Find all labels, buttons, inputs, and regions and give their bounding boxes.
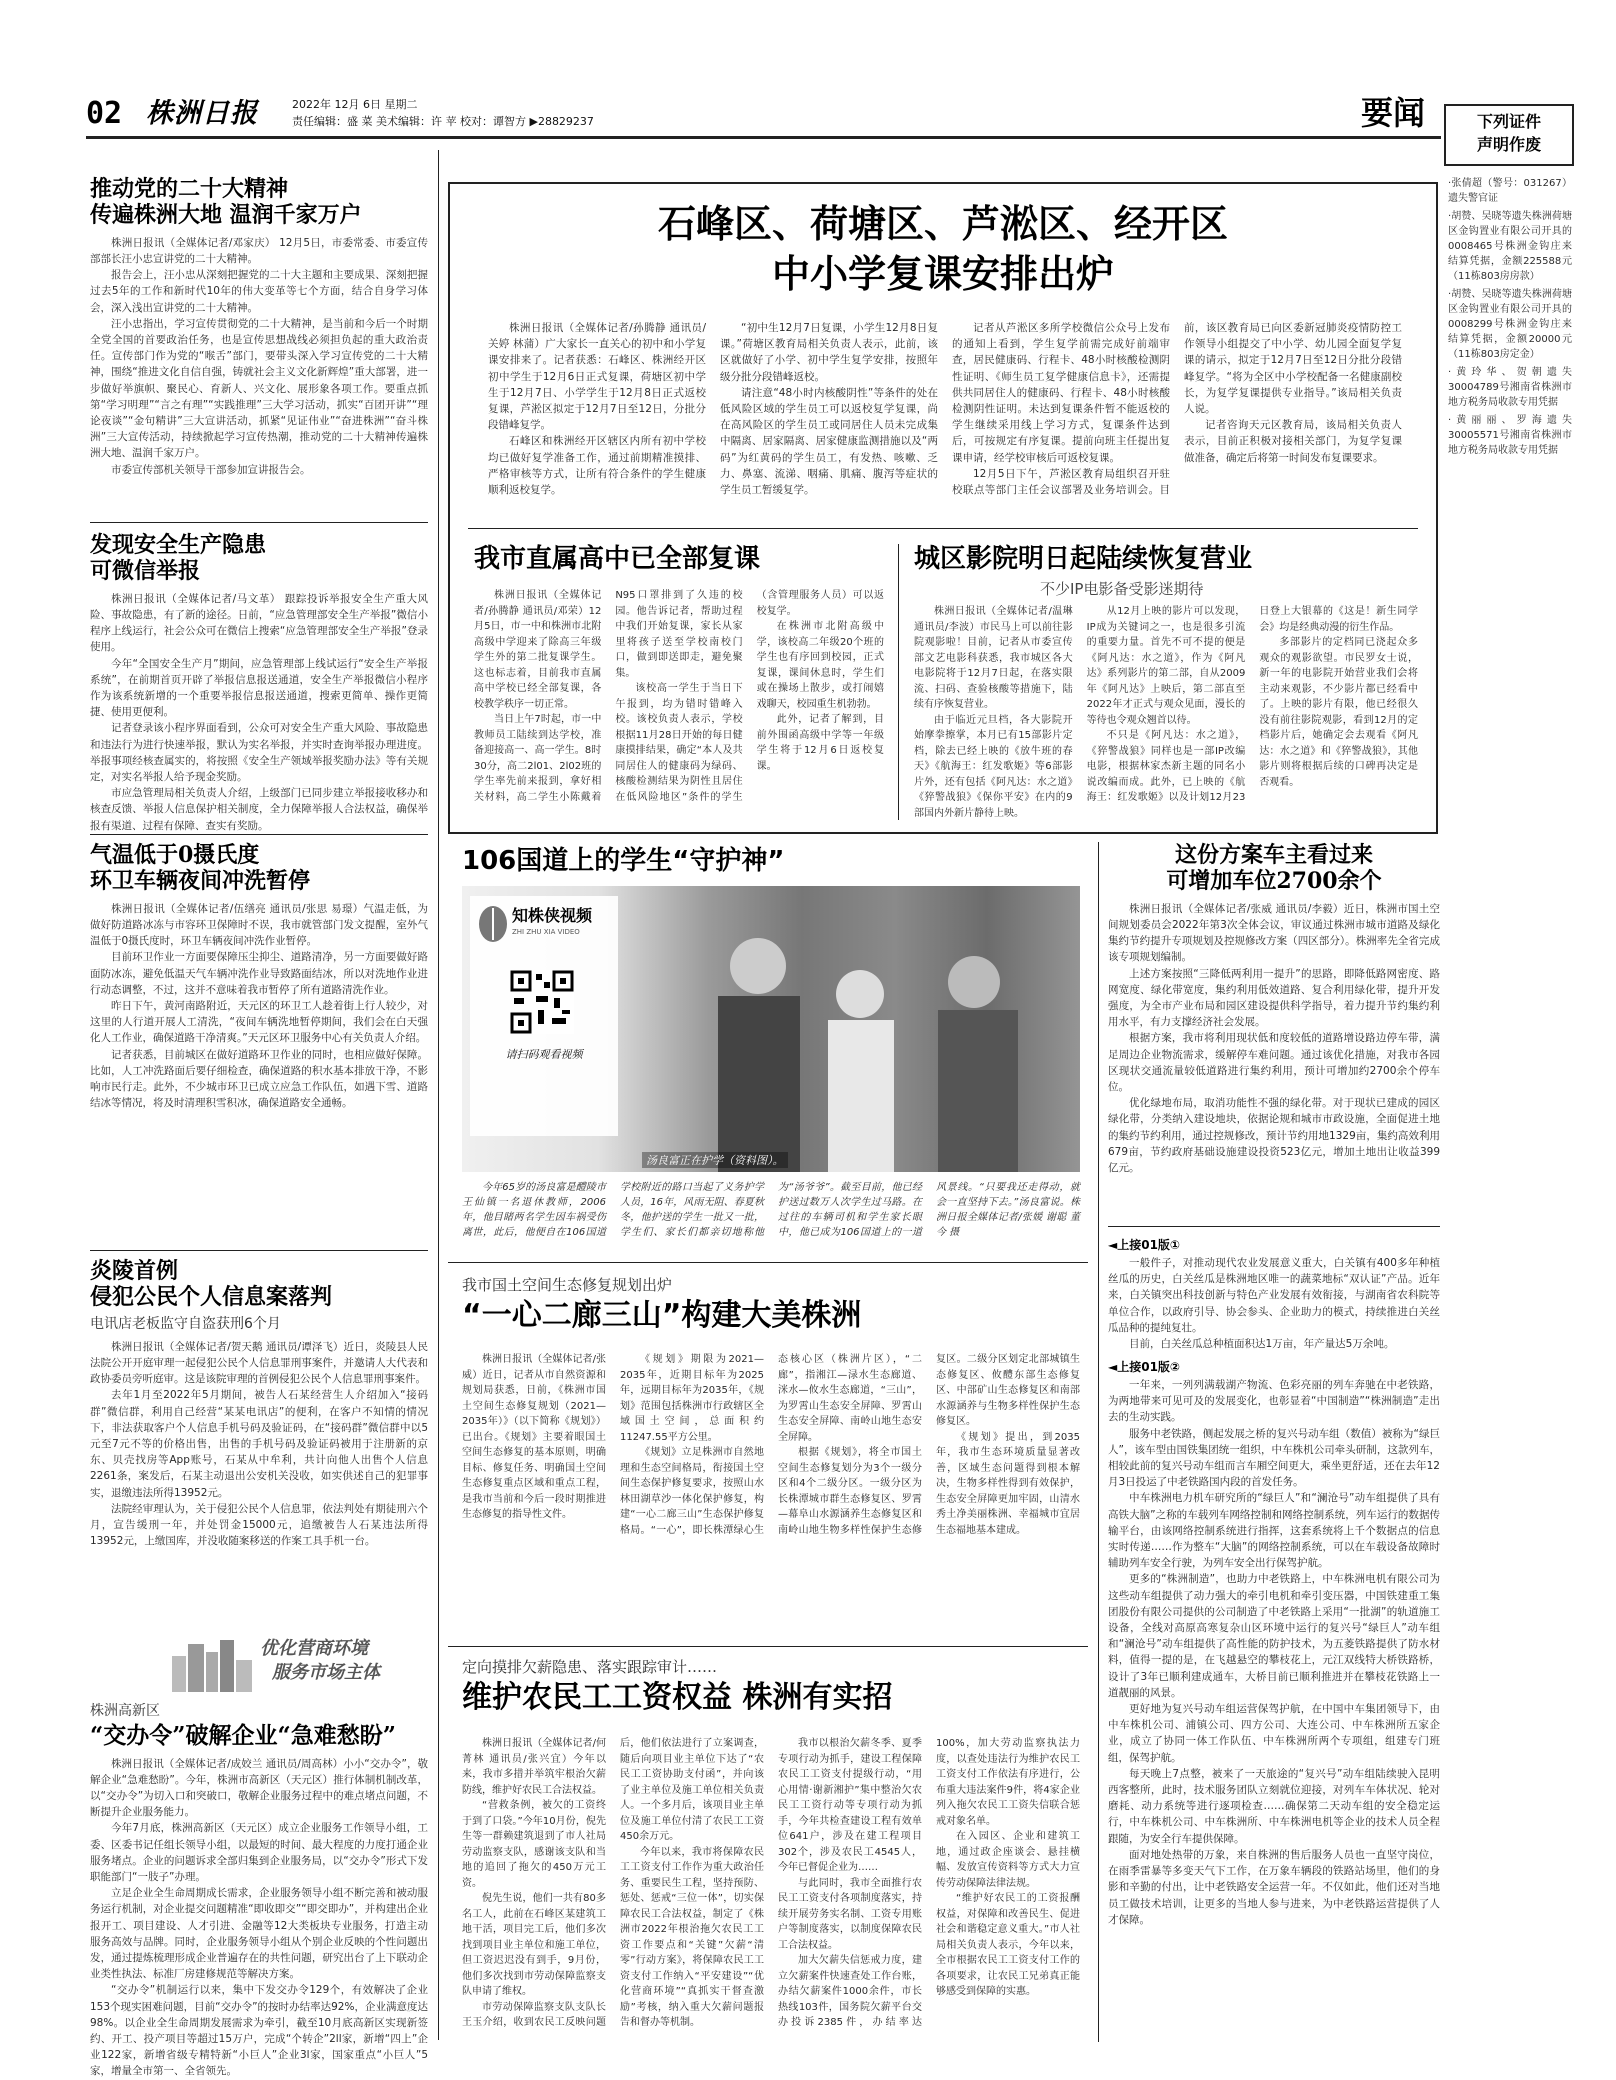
- video-logo-box: [470, 896, 618, 1136]
- paragraph: 市劳动保障监察支队支队长王玉介绍，收到农民工反映问题后，他们依法进行了立案调查，随后向项目业主单位下达了“农民工工资协助支付函”，并向该了业主单位及施工单位相关负责人。一个多月后，该项目业主单位及施工单位付清了农民工工资450余万元。: [462, 1738, 764, 2028]
- paragraph: 株洲日报讯（全媒体记者/邓家庆） 12月5日，市委常委、市委宣传部部长汪小忠宣讲党的二十大精神。: [90, 236, 428, 265]
- divider: [90, 834, 428, 835]
- paragraph: 面对地处热带的万象，来自株洲的售后服务人员也一直坚守岗位，在雨季雷暴等多变天气下工作，在万象车辆段的铁路站场里，他们的身影和辛勤的付出，让中老铁路安全运营一年。不仅如此，他们还对当地员工做技术培训，让更多的当地人参与进来，为中老铁路运营提供了人才保障。: [1108, 1848, 1440, 1926]
- paragraph: 不只是《阿凡达：水之道》，《猝警战狼》同样也是一部IP改编电影，根据林家杰新主题的同名小说改编而成。此外，已上映的《航海王：红发歌姬》以及计划12月23日登上大银幕的《这是！新生同学会》均是经典动漫的衍生作品。: [1086, 606, 1418, 803]
- article-sanitation: [90, 842, 428, 1242]
- headline-2: 传遍株洲大地 温润千家万户: [90, 202, 362, 229]
- paragraph: 《规划》期限为2021—2035年，近期目标年为2025年，远期目标年为2035年，《规划》范围包括株洲市行政辖区全域国土空间，总面积约11247.55平方公里。: [620, 1354, 764, 1443]
- paragraph: 今年7月底，株洲高新区（天元区）成立企业服务工作领导小组，工委、区委书记任组长领导小组，以最短的时间、最大程度的力度打通企业服务堵点。企业的问题诉求全部归集到企业服务局，以“交办令”形式下发职能部门“一肢子”办理。: [90, 1822, 428, 1884]
- guardian-feature: [448, 842, 1088, 1254]
- headline-2: 可微信举报: [90, 558, 201, 585]
- notice-item: ·胡赞、吴晓等遗失株洲荷塘区金钩置业有限公司开具的0008465号株洲金钩庄来结算凭据，金额225588元（11栋803房房款）: [1448, 211, 1572, 282]
- subheadline: 电讯店老板监守自盗获刑6个月: [90, 1315, 281, 1332]
- school-reopen-box: [448, 182, 1438, 834]
- divider: [1108, 1226, 1440, 1227]
- paragraph: 石峰区和株洲经开区辖区内所有初中学校均已做好复学准备工作，通过前期精准摸排、严格审核等方式，让所有符合条件的学生健康顺利返校复学。: [488, 435, 706, 497]
- column-divider: [1098, 842, 1099, 2042]
- headline: “一心二廊三山”构建大美株洲: [462, 1298, 862, 1333]
- kicker: 定向摸排欠薪隐患、落实跟踪审计……: [462, 1658, 718, 1676]
- qr-caption: 请扫码观看视频: [505, 1048, 583, 1061]
- paragraph: 去年1月至2022年5月期间，被告人石某经营生人介绍加入“接码群”微信群，利用自己经营“某某电讯店”的便利，在客户不知情的情况下，非法获取客户个人信息手机号码及验证码，在“接码群”微信群中以5元至7元不等的价格出售，出售的手机号码及验证码被用于注册新的京东、贝壳找房等App账号，石某从中牟利，共计向他人出售个人信息2261条，案发后，石某主动退出公安机关没收，如实供述自己的犯罪事实，退缴违法所得13952元。: [90, 1389, 428, 1499]
- paragraph: 请注意“48小时内核酸阴性”等条件的处在低风险区域的学生员工可以返校复学复课，尚在高风险区的学生员工或同居住人员未完成集中隔离、居家隔离、居家健康监测措施以及“两码”为红黄码的学生员工，有发热、咳嗽、乏力、鼻塞、流涕、咽痛、肌痛、腹泻等症状的学生员工暂缓复学。: [720, 386, 938, 497]
- headline-1: 这份方案车主看过来: [1174, 842, 1373, 868]
- notice-title-2: 声明作废: [1476, 135, 1541, 155]
- banner-line-2: 服务市场主体: [272, 1662, 380, 1683]
- editors-line: 责任编辑：盛 菜 美术编辑：许 苹 校对：谭智方 ▶28829237: [292, 115, 594, 128]
- masthead: [86, 94, 1526, 134]
- paragraph: 我市以根治欠薪冬季、夏季专项行动为抓手，建设工程保障农民工工资支付提级行动，“用心用情·谢新湘护”集中整治欠农民工工资行动等专项行动为抓手，今年共检查建设工程有效单位641户，涉及在建工程项目302个，涉及农民工4545人，今年已督促企业为……: [778, 1738, 922, 1873]
- paragraph: 根据《规划》，将全市国土空间生态修复划分为3个一级分区和4个二级分区。一级分区为长株潭城市群生态修复区、罗霄—幕阜山水源涵养生态修复区和南岭山地生物多样性保护生态修复区。二级分区划定北部城镇生态修复区、攸醴东部生态修复区、中部矿山生态修复区和南部水源涵养与生物多样性保护生态修复区。: [778, 1354, 1080, 1536]
- paragraph: 该校高一学生于当日下午报到，均为错时错峰入校。该校负责人表示，学校根据11月28日开始的每日健康摸排结果，确定“本人及共同居住人的健康码为绿码、核酸检测结果为阴性且居住在低风险地区”条件的学生（含管理服务人员）可以返校复学。: [615, 590, 884, 803]
- paper-name: 株洲日报: [146, 98, 258, 129]
- paragraph: 服务中老铁路，侧起发展之桥的复兴号动车组（数值）被称为“绿巨人”，该车型由国铁集团统一组织，中车株机公司牵头研制，这款列车，相较此前的复兴号动车组而言车厢空间更大，乘坐更舒适，还在去年12月3日投运了中老铁路国内段的首发任务。: [1108, 1427, 1440, 1489]
- article-body: [914, 604, 1418, 824]
- notice-item: ·张倩超（警号：031267）遗失警官证: [1448, 178, 1572, 204]
- notice-item: ·黄玲华、贺朝遗失30004789号湘南省株洲市地方税务局收款专用凭据: [1448, 367, 1572, 408]
- headline: 106国道上的学生“守护神”: [462, 846, 785, 876]
- article-body: [1108, 901, 1440, 1176]
- article-body: [1108, 1377, 1440, 1928]
- headline-2: 中小学复课安排出炉: [771, 252, 1114, 296]
- paragraph: 优化绿地布局，取消功能性不强的绿化带。对于现状已建成的园区绿化带，分类纳入建设地块，依据论规和城市市政设施，全面促进土地的集约节约利用，通过控规修改，预计节约用地1329亩，集约高效利用679亩，节约政府基础设施建设投资523亿元，增加土地出让收益399亿元。: [1108, 1097, 1440, 1175]
- paragraph: 目前环卫作业一方面要保障压尘抑尘、道路清净，另一方面要做好路面防冰冻，避免低温天气车辆冲洗作业导致路面结冰，所以对洗地作业进行动态调整，不过，这并不意味着我市暂停了所有道路清洗作业。: [90, 951, 428, 996]
- headline-1: 推动党的二十大精神: [90, 176, 289, 202]
- article-body: [474, 588, 884, 824]
- notice-item: ·胡赞、吴晓等遗失株洲荷塘区金钩置业有限公司开具的0008299号株洲金钩庄来结算凭据，金额20000元（11栋803房定金）: [1448, 289, 1572, 360]
- paragraph: 今年以来，我市将保障农民工工资支付工作作为重大政治任务、重要民生工程，坚持预防、惩处、惩戒“三位一体”，切实保障农民工合法权益，制定了《株洲市2022年根治拖欠农民工工资工作要点和“关键”欠薪“清零”行动方案》，将保障农民工工资支付工作纳入“平安建设”“优化营商环境”“真抓实干督查激励”考核，纳入重大欠薪问题报告和督办等机制。: [620, 1846, 764, 2028]
- paragraph: 市应急管理局相关负责人介绍，上级部门已同步建立举报接收移办和核查反馈、举报人信息保护相关制度，全力保障举报人合法权益，确保举报有渠道、过程有保障、查实有奖励。: [90, 787, 428, 832]
- article-body: [1108, 1255, 1440, 1352]
- paragraph: 一般件子，对推动现代农业发展意义重大，白关镇有400多年种植丝瓜的历史，白关丝瓜是株洲地区唯一的蔬菜地标“双认证”产品。近年来，白关镇突出科技创新与特色产业发展有效衔接，与湖南省农科院等单位合作，以政府引导、协会参头、企业助力的模式，持续推进白关丝瓜品种的提纯复壮。: [1108, 1257, 1440, 1334]
- paragraph: “交办令”机制运行以来，集中下发交办令129个，有效解决了企业153个现实困难问题，目前“交办令”的按时办结率达92%，企业满意度达98%。以企业全生命周期发展需求为牵引，截至10月底高新区实现新签约、开工、投产项目等超过15万户，完成“个转企”2ll家，新增“四上”企业122家，新增省级专精特新“小巨人”企业3l家，国家重点“小巨人”5家，增量全市第一、全省领先。: [90, 1984, 428, 2078]
- banner-line-1: 优化营商环境: [260, 1638, 368, 1659]
- paragraph: 法院经审理认为，关于侵犯公民个人信息罪，依法判处有期徒刑六个月，宣告缓刑一年，并处罚金15000元，追缴被告人石某违法所得13952元，上缴国库，并没收随案移送的作案工具手机一台。: [90, 1502, 428, 1548]
- column-divider: [438, 150, 439, 2040]
- continued-article-1: [1108, 1232, 1440, 1350]
- paragraph: 株洲日报讯（全媒体记者/孙腾静 通讯员/关婷 林蒲）广大家长一直关心的初中和小学复课安排来了。记者获悉：石峰区、株洲经开区初中学生于12月6日正式复课，荷塘区初中学生于12月7日、小学学生于12月8日正式返校复课，芦淞区拟定于12月7日至12日，分批分段错峰复学。: [488, 322, 706, 432]
- notice-title-1: 下列证件: [1476, 112, 1541, 131]
- paragraph: 株洲日报讯（全媒体记者/张威）近日，记者从市自然资源和规划局获悉，日前，《株洲市国土空间生态修复规划（2021—2035年）》（以下简称《规划》）已出台。《规划》主要着眼国土空间生态修复的基本原则，明确目标、修复任务、明确国土空间生态修复重点区域和重点工程，是我市当前和今后一段时期推进生态修复的指导性文件。: [462, 1354, 606, 1520]
- headline-1: 气温低于0摄氏度: [90, 842, 260, 868]
- article-party-congress: [90, 176, 428, 512]
- kicker: 我市国土空间生态修复规划出炉: [462, 1276, 673, 1294]
- section-title: 要闻: [1361, 94, 1426, 132]
- article-body: [462, 1736, 1080, 2040]
- business-banner: [168, 1632, 418, 1696]
- issue-date: 2022年 12月 6日 星期二: [292, 98, 418, 111]
- paragraph: 多部影片的定档同已浇起众多观众的观影欲望。市民罗女士说，新一年的电影院开始营业我们会将主动来观影，不少影片都已经看中了。上映的影片有限，他已经很久没有前往影院观影，看到12月的定档影片后，她确定会去观看《阿凡达：水之道》和《猝警战狼》，其他影片则将根据后续的口碑再决定是否观看。: [1259, 637, 1418, 788]
- headline-2: 可增加车位2700余个: [1166, 868, 1382, 895]
- article-body: [90, 1339, 428, 1550]
- article-migrant-wages: [448, 1652, 1088, 2044]
- paragraph: 中车株洲电力机车研究所的“绿巨人”和“澜沧号”动车组提供了具有高铁大脑”之称的车载列车网络控制和网络控制系统，列车运行的数据传输平台，由该网络控制系统进行指挥，这套系统将上千个数据点的信息实时传递……作为整车“大脑”的网络控制系统，可以在车载设备故障时辅助列车安全行驶，为列车安全出行保驾护航。: [1108, 1492, 1440, 1570]
- paragraph: 记者获悉，目前城区在做好道路环卫作业的同时，也相应做好保障。比如，人工冲洗路面后要仔细检查，确保道路的积水基本排放干净，不影响市民行走。此外，不少城市环卫已成立应急工作队伍，如遇下雪、道路结冰等情况，将及时清理积雪积冰，确保道路安全通畅。: [90, 1048, 428, 1110]
- article-privacy-case: [90, 1258, 428, 1626]
- photo-caption: 汤良富正在护学（资料图）。: [642, 1152, 788, 1168]
- paragraph: 株洲日报讯（全媒体记者/贺天鹅 通讯员/谭泽飞）近日，炎陵县人民法院公开开庭审理一起侵犯公民个人信息罪刑事案件，并邀请人大代表和政协委员旁听庭审。这是该院审理的首例侵犯公民个人信息罪刑事案件。: [90, 1340, 428, 1386]
- article-body: [462, 1352, 1080, 1634]
- qr-code-icon[interactable]: [510, 970, 574, 1034]
- article-safety-report: [90, 532, 428, 832]
- paragraph: 立足企业全生命周期成长需求，企业服务领导小组不断完善和被动服务运行机制，对企业提交问题精准“即收即交”“即交即办”，并构建出企业报开工、项目建设、人才引进、金融等12大类板块专业服务，打造主动服务高效与品牌。同时，企业服务领导小组从个别企业反映的个性问题出发，通过提炼梳理形成企业普遍存在的共性问题，研究出台了上下联动企业类性执法、标准厂房建修规范等解决方案。: [90, 1887, 428, 1981]
- article-body: [90, 591, 428, 834]
- paragraph: 株洲日报讯（全媒体记者/张威 通讯员/李毅）近日，株洲市国土空间规划委员会2022年第3次全体会议，审议通过株洲市城市道路及绿化集约节约提升专项规划及控规修改方案（四区部分）。株洲率先全省完成该专项规划编制。: [1108, 902, 1440, 964]
- divider: [448, 1262, 1088, 1263]
- paragraph: 由于临近元旦档，各大影院开始摩拳擦掌，本月已有15部影片定档，除去已经上映的《放牛班的春天》《航海王：红发歌姬》等6部影片外，还有包括《阿凡达：水之道》《猝警战狼》《保你平安》在内的9部国内外新片静待上映。: [914, 714, 1073, 819]
- headline-1: 发现安全生产隐患: [90, 532, 267, 558]
- paragraph: 株洲日报讯（全媒体记者/马文革） 跟踪投诉举报安全生产重大风险、事故隐患，有了新的途径。日前，“应急管理部安全生产举报”微信小程序上线运行，社会公众可在微信上搜索“应急管理部安全生产举报”登录使用。: [90, 592, 428, 654]
- paragraph: “维护好农民工的工资报酬权益，对保障和改善民生、促进社会和谐稳定意义重大。”市人社局相关负责人表示，今年以来，全市根据农民工工资支付工作的各项要求，让农民工兄弟真正能够感受到保障的实惠。: [936, 1893, 1080, 1997]
- subheadline: 不少IP电影备受影迷期待: [1040, 580, 1204, 598]
- leaf-logo-icon: [476, 904, 510, 944]
- paragraph: 根据方案，我市将利用现状低和度较低的道路增设路边停车带，满足周边企业物流需求，缓解停车难问题。通过该优化措施，对我市各园区现状交通流量较低道路进行集约利用，预计可增加约2700余个停车位。: [1108, 1032, 1440, 1094]
- article-high-tech-zone: [90, 1700, 428, 2078]
- headline-1: 石峰区、荷塘区、芦淞区、经开区: [657, 202, 1228, 246]
- paragraph: 与此同时，我市全面推行农民工工资支付各项制度落实，持续开展劳务实名制、工资专用账户等制度落实，以制度保障农民工合法权益。: [778, 1877, 922, 1951]
- paragraph: 汪小忠指出，学习宣传贯彻党的二十大精神，是当前和今后一个时期全党全国的首要政治任务，也是宣传思想战线必须担负起的重大政治责任。宣传部门作为党的“喉舌”部门，要带头深入学习宣传党的二十大精神，围绕“推进文化自信自强，铸就社会主义文化新辉煌”重大部署，进一步做好举旗帜、聚民心、育新人、兴文化、展形象各项工作。要重点抓第“学习明理”“言之有理”“实践推理”三大学习活动，抓实“百团开讲”“理论夜谈”“金句精讲”三大宣讲活动，抓紧“见证伟业”“奋进株洲”“奋斗株洲”三大宣传活动，持续掀起学习宣传热潮，推动党的二十大精神传遍株洲大地、温润千家万户。: [90, 317, 428, 460]
- divider: [468, 528, 1418, 529]
- paragraph: 市委宣传部机关领导干部参加宣讲报告会。: [111, 463, 311, 476]
- article-eco-plan: [448, 1268, 1088, 1638]
- paragraph: 记者咨询天元区教育局，该局相关负责人表示，目前正积极对接相关部门，为复学复课做准备，确定后将第一时间发布复课要求。: [1184, 419, 1402, 464]
- paragraph: “初中生12月7日复课，小学生12月8日复课。”荷塘区教育局相关负责人表示，此前，该区就做好了小学、初中学生复学安排，按照年级分批分段错峰返校。: [720, 322, 938, 383]
- paragraph: 从12月上映的影片可以发现，IP成为关键词之一，也是很多引流的重要力量。首先不可不提的便是《阿凡达：水之道》，作为《阿凡达》系列影片的第二部，自从2009年《阿凡达》上映后，第二部直至2022年才正式与观众见面，漫长的等待也令观众翘首以待。: [1086, 606, 1246, 726]
- paragraph: 记者登录该小程序界面看到，公众可对安全生产重大风险、事故隐患和违法行为进行快速举报，默认为实名举报，并实时查询举报办理进度。举报事项经核查属实的，将按照《安全生产领域举报奖励办法》等有关规定，对实名举报人给予现金奖励。: [90, 722, 428, 784]
- logo-subtitle: ZHI ZHU XIA VIDEO: [512, 928, 580, 936]
- headline-2: 环卫车辆夜间冲洗暂停: [90, 868, 311, 895]
- paragraph: 昨日下午，黄河南路附近，天元区的环卫工人趁着街上行人较少，对这里的人行道开展人工清洗，“夜间车辆洗地暂停期间，我们会在白天强化人工作业，确保道路干净清爽。”天元区环卫服务中心有关负责人介绍。: [90, 1000, 428, 1045]
- city-skyline-icon: [168, 1636, 258, 1692]
- paragraph: 加大欠薪失信惩戒力度，建立欠薪案件快速查处工作台账，办结欠薪案件1000余件，市长热线103件，国务院欠薪平台交办投诉2385件，办结率达100%，加大劳动监察执法力度，以查处违法行为维护农民工工资支付工作依法有序进行，公布重大违法案件9件，将4家企业列入拖欠农民工工资失信联合惩戒对象名单。: [778, 1738, 1080, 2028]
- paragraph: 株洲日报讯（全媒体记者/成姣兰 通讯员/周高林）小小“交办令”，敬解企业“急难愁盼”。今年，株洲市高新区（天元区）推行体制机制改革，以“交办令”为切入口和突破口，敬解企业服务过程中的难点堵点问题，不断提升企业服务能力。: [90, 1757, 428, 1819]
- article-parking-plan: [1108, 842, 1440, 1218]
- article-body: [90, 235, 428, 478]
- notice-sidebar: [1444, 104, 1574, 574]
- divider: [448, 1646, 1088, 1647]
- article-body: [90, 1756, 428, 2080]
- paragraph: 每天晚上7点整，被来了一天旅途的“复兴号”动车组陆续驶入昆明西客整所，此时，技术服务团队立刻就位迎接，对列车车体状况、轮对磨耗、动力系统等进行逐项检查……确保第二天动车组的安全稳定运行，中车株机公司、中车株洲所、中车株洲电机等企业的技术人员全程跟随，为安全行车提供保障。: [1108, 1767, 1440, 1845]
- paragraph: 株洲日报讯（全媒体记者/何菁林 通讯员/张兴宜）今年以来，我市多措并举筑牢根治欠薪防线，维护好农民工合法权益。: [462, 1738, 606, 1796]
- masthead-rule: [86, 136, 1441, 139]
- paragraph: 此外，记者了解到，目前外围函高级中学等一年级学生将于12月6日返校复课。: [756, 714, 884, 772]
- paragraph: 报告会上，汪小忠从深刻把握党的二十大主题和主要成果、深刻把握过去5年的工作和新时代10年的伟大变革等七个方面，结合自身学习体会，深入浅出宣讲党的二十大精神。: [90, 269, 428, 314]
- continued-article-2: [1108, 1354, 1440, 2042]
- kicker: 株洲高新区: [90, 1703, 160, 1719]
- paragraph: 记者从芦淞区多所学校微信公众号上发布的通知上看到，学生复学前需完成好前端审查，居民健康码、行程卡、48小时核酸检测阴性证明、《师生员工复学健康信息卡》，还需提供共同居住人的健康码、行程卡、48小时核酸检测阴性证明。未达到复课条件暂不能返校的学生继续采用线上学习方式，复课条件达到后，可按规定有序复课。提前向班主任提出复课申请，经学校审核后可返校复课。: [952, 322, 1170, 464]
- notice-item: ·黄丽丽、罗海遗失30005571号湘南省株洲市地方税务局收款专用凭据: [1448, 415, 1572, 456]
- headline-1: 炎陵首例: [90, 1258, 179, 1284]
- paragraph: 倪先生说，他们一共有80多名工人，此前在石峰区某建筑工地干活，项目完工后，他们多次找到项目业主单位和施工单位，但工资迟迟没有到手，9月份，他们多次找到市劳动保障监察支队申请了维权。: [462, 1893, 606, 1997]
- notice-list: [1448, 176, 1572, 461]
- paragraph: 一年来，一列列满载湖产物流、色彩亮丽的列车奔驰在中老铁路，为两地带来可见可及的发展变化，也彰显着“中国制造”“株洲制造”走出去的生动实践。: [1108, 1379, 1440, 1424]
- paragraph: 今年“全国安全生产月”期间，应急管理部上线试运行“安全生产举报系统”，在前期首页开辟了举报信息报送通道，安全生产举报微信小程序作为该系统新增的一个重要举报信息报送通道，搜索更简单、操作更简捷、使用更便利。: [90, 657, 428, 719]
- headline: 我市直属高中已全部复课: [474, 544, 761, 574]
- article-body: [90, 901, 428, 1112]
- feature-body: 今年65岁的汤良富是醴陵市王仙镇一名退休教师，2006年，他目睹两名学生因车祸受伤离世，此后，他便自在106国道学校附近的路口当起了义务护学人员，16年，风雨无阻、春夏秋冬，他护送的学生一批又一批，学生们、家长们都亲切地称他为“汤爷爷”。截至目前，他已经护送过数万人次学生过马路。在过往的车辆司机和学生家长眼中，他已成为106国道上的一道风景线。“只要我还走得动，就会一直坚持下去。”汤良富说。株洲日报全媒体记者/张媛 谢聪 董今 摄: [462, 1182, 1080, 1238]
- paragraph: 株洲日报讯（全媒体记者/温琳 通讯员/李波）市民马上可以前往影院观影啦！目前，记者从市委宣传部文艺电影科获悉，我市城区各大电影院将于12月7日起，在落实限流、扫码、查验核酸等措施下，陆续有序恢复营业。: [914, 606, 1073, 710]
- paragraph: 更多的“株洲制造”，也助力中老铁路上，中车株洲电机有限公司为这些动车组提供了动力强大的牵引电机和牵引变压器，中国铁建重工集团股份有限公司提供的公司制造了中老铁路上采用“一批湖”的轨道施工设备，全线对高原高寒复杂山区环境中运行的复兴号“绿巨人”动车组和“澜沧号”动车组提供了高性能的防护技术，为五菱铁路提供了防水材料，值得一提的是，在飞越悬空的攀枝花上，元江双线特大桥铁路桥，设计了3年已顺利建成通车，大桥目前已顺利推进并在攀枝花铁路上一道靓丽的风景。: [1108, 1573, 1440, 1699]
- paragraph: 株洲日报讯（全媒体记者/孙腾静 通讯员/邓荣）12月5日，市一中和株洲市北附高级中学迎来了除高三年级学生外的第二批复课学生。这也标志着，目前我市直属高中学校已经全部复课，各校教学秩序一切正常。: [474, 590, 602, 710]
- divider: [90, 522, 428, 523]
- paragraph: 目前，白关丝瓜总种植面积达1万亩，年产量达5万余吨。: [1129, 1338, 1395, 1351]
- continued-label: ◄上接01版①: [1108, 1238, 1181, 1252]
- paragraph: 更好地为复兴号动车组运营保驾护航，在中国中车集团领导下，由中车株机公司、浦镇公司、四方公司、大连公司、中车株洲所五家企业，成立了协同一体工作队伍、中车株洲所两个专项组，组建专门班组，保驾护航。: [1108, 1703, 1440, 1764]
- page-number: 02: [86, 96, 123, 131]
- paragraph: 上述方案按照“三降低两利用一提升”的思路，即降低路网密度、路网宽度、绿化带宽度，集约利用低效道路、复合利用绿化带，提升开发强度，为全市产业布局和园区建设提供科学指导，着力提升节约集约利用水平，有力支撑经济社会发展。: [1108, 967, 1440, 1029]
- paragraph: 株洲日报讯（全媒体记者/伍缮亮 通讯员/张思 易璟）气温走低，为做好防道路冰冻与市容环卫保障时不误，我市就管部门发文提醒，室外气温低于0摄氏度时，环卫车辆夜间冲洗作业暂停。: [90, 902, 428, 948]
- headline-2: 侵犯公民个人信息案落判: [90, 1284, 333, 1311]
- headline: 维护农民工工资权益 株洲有实招: [462, 1680, 893, 1715]
- headline: “交办令”破解企业“急难愁盼”: [90, 1722, 396, 1749]
- paragraph: 当日上午7时起，市一中教师员工陆续到达学校，准备迎接高一、高一学生。8时30分，高二2l01、2l02班的学生率先前来报到，拿好相关材料，高二学生小陈戴着N95口罩排到了久违的校园。他告诉记者，帮助过程中我们开始复课，家长从家里将孩子送至学校南校门口，做到即送即走，避免聚集。: [474, 590, 743, 803]
- logo-name: 知株侠视频: [512, 906, 593, 925]
- paragraph: 在株洲市北附高级中学，该校高二年级20个班的学生也有序回到校园，正式复课，课间休息时，学生们或在操场上散步，或打闹嬉戏聊天，校园重生机勃勃。: [756, 621, 884, 710]
- paragraph: 在入园区、企业和建筑工地，通过政企座谈会、悬挂横幅、发放宣传资料等方式大力宣传劳动保障法律法规。: [936, 1831, 1080, 1889]
- continued-label: ◄上接01版②: [1108, 1360, 1181, 1374]
- paragraph: “营救条例，被欠的工资终于到了口袋。”今年10月份，倪先生等一群赖建筑退到了市人社局劳动监察支队，感谢该支队和当地的追回了拖欠的450万元工资。: [462, 1800, 606, 1889]
- paragraph: 《规划》提出，到2035年，我市生态环境质量显著改善，区域生态问题得到根本解决，生物多样性得到有效保护，生态安全屏障更加牢固，山清水秀土净美丽株洲、幸福城市宜居生态福地基本建成。: [936, 1431, 1080, 1536]
- paragraph: 《规划》立足株洲市自然地理和生态空间格局，衔接国土空间生态保护修复要求，按照山水林田湖草沙一体化保护修复，构建“一心二廊三山”生态保护修复格局。“一心”，即长株潭绿心生态核心区（株洲片区），“二廊”，指湘江—渌水生态廊道、洣水—攸水生态廊道，“三山”，为罗霄山生态安全屏障、罗霄山生态安全屏障、南岭山地生态安全屏障。: [620, 1354, 922, 1536]
- notice-title-box: [1444, 104, 1574, 166]
- article-body: [488, 320, 1402, 516]
- headline: 城区影院明日起陆续恢复营业: [914, 544, 1253, 574]
- paragraph: 12月5日下午，芦淞区教育局组织召开驻校联点等部门主任会议部署及业务培训会。目前，该区教育局已向区委新冠肺炎疫情防控工作领导小组提交了中小学、幼儿园全面复学复课的请示，拟定于12月7日至12日分批分段错峰复学。“将为全区中小学校配备一名健康副校长，为复学复课提供专业指导。”该局相关负责人说。: [952, 322, 1402, 497]
- divider: [90, 1250, 428, 1251]
- column-divider: [898, 544, 899, 820]
